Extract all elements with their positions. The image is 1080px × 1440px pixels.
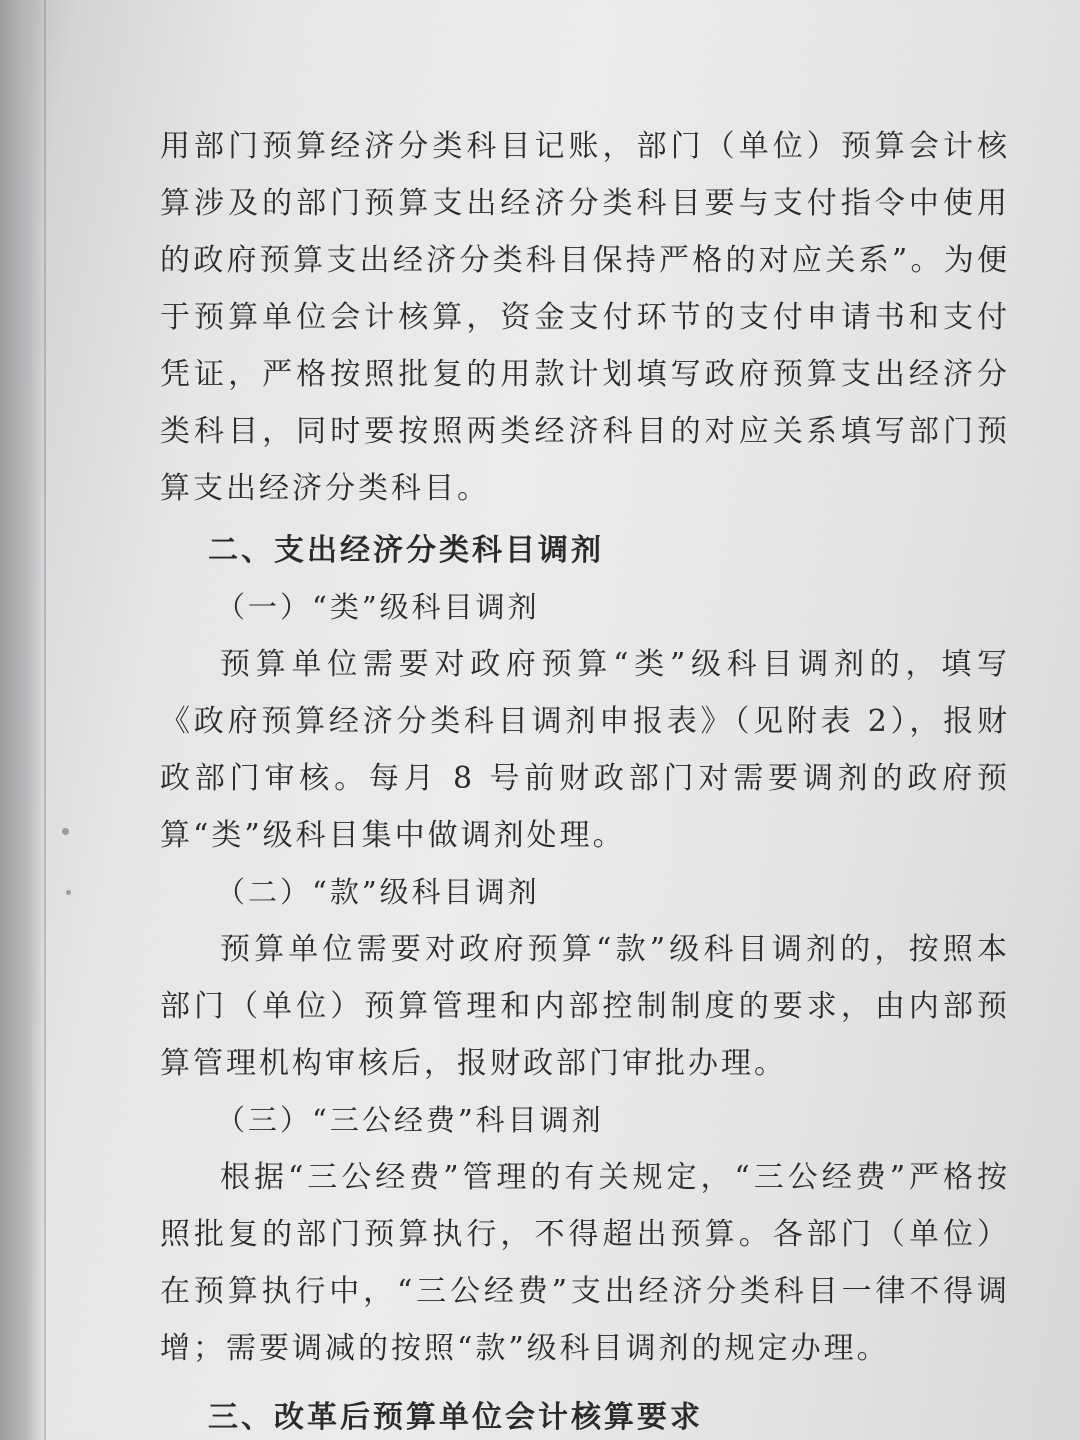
document-page [160,118,1010,1435]
paragraph-2: 预算单位需要对政府预算“款”级科目调剂的，按照本部门（单位）预算管理和内部控制制度的要求，由内部预算管理机构审核后，报财政部门审批办理。 [160,932,1010,1081]
paragraph-3: 根据“三公经费”管理的有关规定，“三公经费”严格按照批复的部门预算执行，不得超出预算。各部门（单位）在预算执行中，“三公经费”支出经济分类科目一律不得调增；需要调减的按照“款”级科目调剂的规定办理。 [160,1160,1010,1366]
section-heading-2: 二、支出经济分类科目调剂 [208,533,604,568]
subsection-heading-2: （二）“款”级科目调剂 [216,875,540,909]
paragraph-intro: 用部门预算经济分类科目记账，部门（单位）预算会计核算涉及的部门预算支出经济分类科目要与支付指令中使用的政府预算支出经济分类科目保持严格的对应关系”。为便于预算单位会计核算，资金支付环节的支付申请书和支付凭证，严格按照批复的用款计划填写政府预算支出经济分类科目，同时要按照两类经济科目的对应关系填写部门预算支出经济分类科目。 [160,129,1010,506]
paragraph-1: 预算单位需要对政府预算“类”级科目调剂的，填写《政府预算经济分类科目调剂申报表》（见附表 2），报财政部门审核。每月 8 号前财政部门对需要调剂的政府预算“类”级科目集中做调剂处理。 [160,647,1010,853]
page-fold-line [44,0,46,1440]
page-binding-edge [0,0,46,1440]
margin-mark [62,828,69,835]
subsection-heading-3: （三）“三公经费”科目调剂 [216,1103,604,1137]
section-heading-3: 三、改革后预算单位会计核算要求 [208,1400,703,1435]
subsection-heading-1: （一）“类”级科目调剂 [216,590,540,624]
margin-mark [66,890,71,895]
